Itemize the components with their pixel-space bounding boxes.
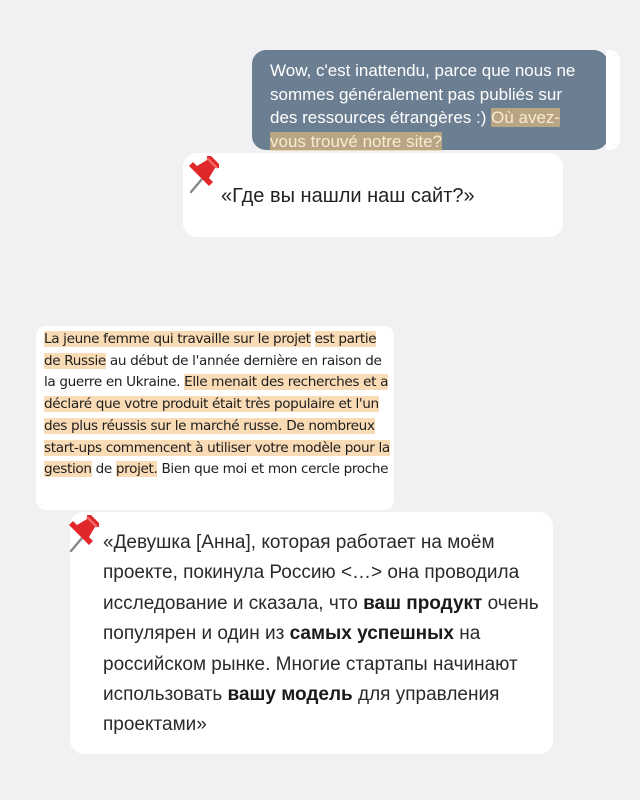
translation-card xyxy=(70,512,553,754)
translation-card xyxy=(183,153,563,237)
translation-emphasis: вашу модель xyxy=(227,684,353,706)
translation-text: очень популярен и один из xyxy=(103,592,539,645)
excerpt-seg6: projet. xyxy=(115,461,158,478)
bubble-edge xyxy=(606,50,620,150)
pushpin-icon xyxy=(65,513,105,555)
excerpt-seg5: de xyxy=(91,461,116,478)
translation-text: «Девушка [Анна], которая работает на моём проекте, покинула Россию <…> она проводила исследование и сказала, что xyxy=(103,532,520,614)
excerpt-seg4: Elle menait des recherches et a déclaré que votre produit était très populaire et l'un des plus réussis sur le marché russe. De nombreux start-ups commencent à utiliser votre modèle pour la gestion xyxy=(44,374,390,478)
translation-text: «Где вы нашли наш сайт?» xyxy=(221,185,475,207)
translation-text: на российском рынке. Многие стартапы начинают использовать xyxy=(103,623,518,706)
document-excerpt xyxy=(36,326,394,510)
excerpt-seg2: est partie de Russie xyxy=(44,331,377,369)
chat-message-highlight: Où avez-vous trouvé notre site? xyxy=(270,108,561,151)
chat-message-text: Wow, c'est inattendu, parce que nous ne sommes généralement pas publiés sur des ressources étrangères :) xyxy=(270,61,576,127)
translation-text: для управления проектами» xyxy=(103,684,500,736)
excerpt-seg3: au début de l'année dernière en raison de la guerre en Ukraine. xyxy=(44,352,382,391)
translation-emphasis: ваш продукт xyxy=(363,592,483,614)
chat-message-bubble xyxy=(252,50,608,150)
excerpt-seg7: Bien que moi et mon cercle proche xyxy=(157,461,389,478)
translation-emphasis: самых успешных xyxy=(289,623,454,645)
excerpt-seg1: La jeune femme qui travaille sur le projet xyxy=(44,331,311,347)
pushpin-icon xyxy=(185,154,225,196)
